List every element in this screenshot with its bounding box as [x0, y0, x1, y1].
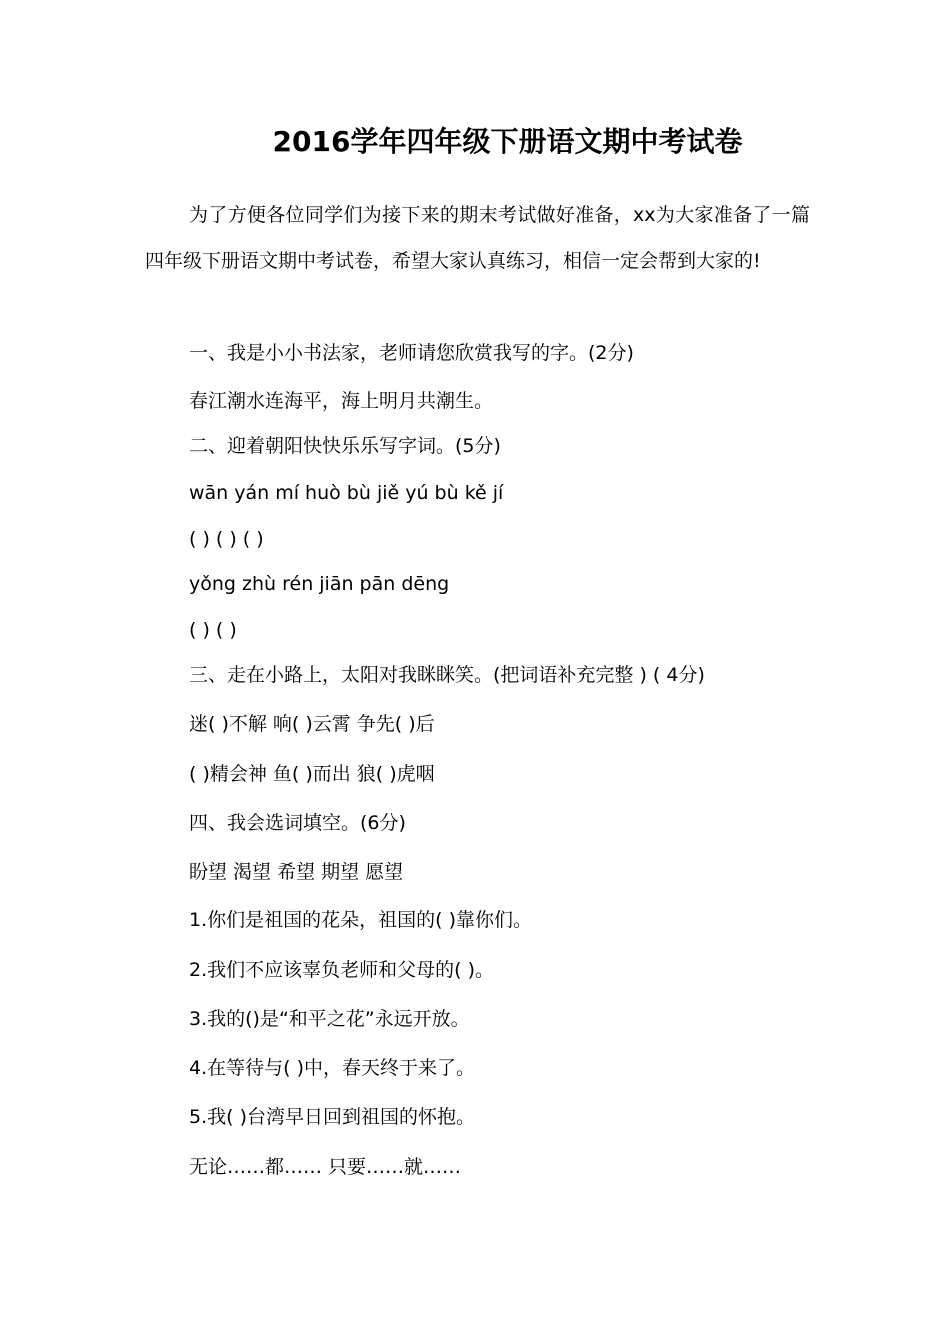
blanks-line-1: ( ) ( ) ( )	[189, 528, 264, 550]
pinyin-line-2: yǒng zhù rén jiān pān dēng	[189, 573, 450, 595]
question-2-heading: 二、迎着朝阳快快乐乐写字词。(5分)	[189, 435, 501, 457]
intro-paragraph: 为了方便各位同学们为接下来的期末考试做好准备，xx为大家准备了一篇四年级下册语文期中考试卷，希望大家认真练习，相信一定会帮到大家的!	[145, 204, 810, 272]
sentence-3: 3.我的()是“和平之花”永远开放。	[189, 1008, 470, 1030]
conjunction-pairs: 无论……都…… 只要……就……	[189, 1156, 462, 1178]
idiom-line-2: ( )精会神 鱼( )而出 狼( )虎咽	[189, 763, 435, 785]
sentence-2: 2.我们不应该辜负老师和父母的( )。	[189, 959, 494, 981]
question-3-heading: 三、走在小路上，太阳对我眯眯笑。(把词语补充完整 ) ( 4分)	[189, 664, 705, 686]
word-choices: 盼望 渴望 希望 期望 愿望	[189, 861, 404, 883]
document-title: 2016学年四年级下册语文期中考试卷	[272, 125, 743, 158]
pinyin-line-1: wān yán mí huò bù jiě yú bù kě jí	[189, 482, 504, 504]
question-4-heading: 四、我会选词填空。(6分)	[189, 812, 406, 834]
calligraphy-text: 春江潮水连海平，海上明月共潮生。	[189, 390, 494, 412]
sentence-4: 4.在等待与( )中，春天终于来了。	[189, 1057, 475, 1079]
question-1-heading: 一、我是小小书法家，老师请您欣赏我写的字。(2分)	[189, 342, 634, 364]
blanks-line-2: ( ) ( )	[189, 619, 237, 641]
sentence-1: 1.你们是祖国的花朵，祖国的( )靠你们。	[189, 909, 532, 931]
sentence-5: 5.我( )台湾早日回到祖国的怀抱。	[189, 1106, 475, 1128]
idiom-line-1: 迷( )不解 响( )云霄 争先( )后	[189, 713, 435, 735]
